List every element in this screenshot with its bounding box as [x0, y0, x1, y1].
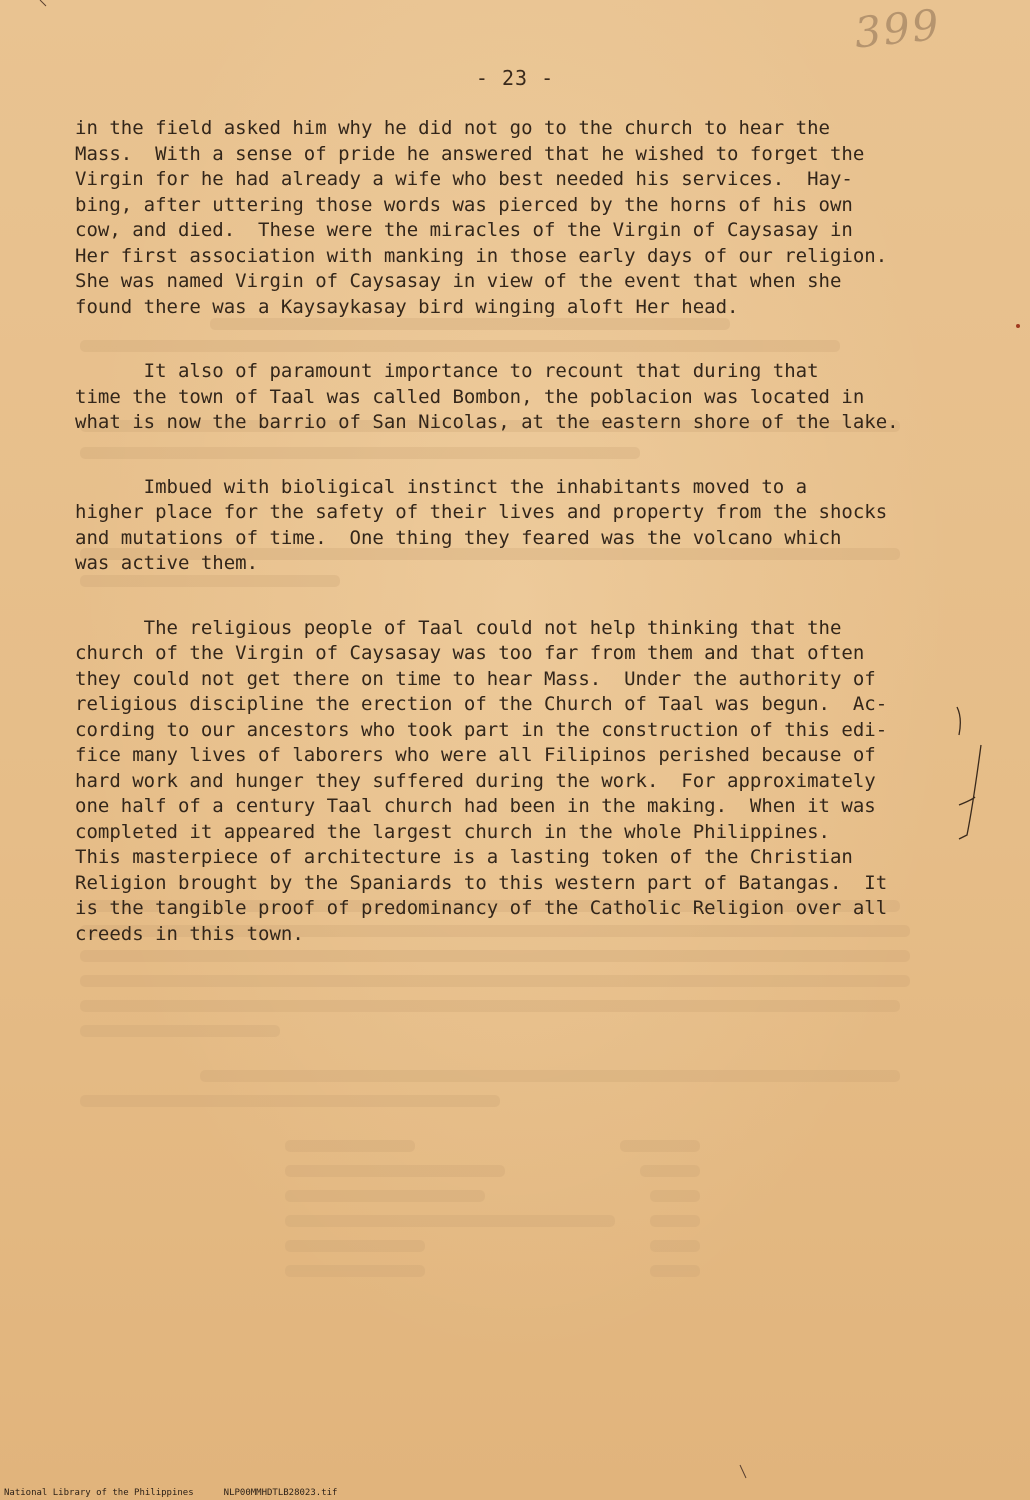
- body-text: [75, 116, 955, 967]
- text-line: was active them.: [75, 552, 259, 574]
- paragraph-2: [75, 359, 955, 436]
- page-number: - 23 -: [475, 66, 555, 90]
- text-line: they could not get there on time to hear Mass. Under the authority of: [75, 667, 876, 690]
- file-name: NLP00MMHDTLB28023.tif: [223, 1488, 338, 1498]
- text-line: bing, after uttering those words was pierced by the horns of his own: [75, 193, 853, 216]
- paragraph-4: [75, 616, 955, 948]
- text-line: time the town of Taal was called Bombon, the poblacion was located in: [75, 385, 865, 408]
- text-line: fice many lives of laborers who were all Filipinos perished because of: [75, 744, 876, 766]
- text-line: Imbued with bioligical instinct the inhabitants moved to a: [75, 475, 808, 498]
- text-line: It also of paramount importance to recount that during that: [75, 360, 819, 382]
- text-line: Mass. With a sense of pride he answered that he wished to forget the: [75, 142, 865, 165]
- text-line: and mutations of time. One thing they feared was the volcano which: [75, 526, 842, 549]
- scan-footer: [4, 1488, 367, 1498]
- text-line: Virgin for he had already a wife who best needed his services. Hay-: [75, 168, 853, 190]
- library-credit: National Library of the Philippines: [4, 1488, 194, 1498]
- text-line: completed it appeared the largest church in the whole Philippines.: [75, 820, 830, 843]
- folio-number-pencil: 399: [852, 0, 943, 58]
- text-line: cording to our ancestors who took part in the construction of this edi-: [75, 718, 888, 741]
- text-line: Religion brought by the Spaniards to this western part of Batangas. It: [75, 871, 888, 894]
- paragraph-1: [75, 116, 955, 320]
- text-line: The religious people of Taal could not help thinking that the: [75, 616, 842, 639]
- text-line: This masterpiece of architecture is a lasting token of the Christian: [75, 846, 853, 868]
- text-line: is the tangible proof of predominancy of the Catholic Religion over all: [75, 897, 888, 919]
- paragraph-3: [75, 475, 955, 577]
- text-line: what is now the barrio of San Nicolas, at the eastern shore of the lake.: [75, 411, 899, 433]
- text-line: creeds in this town.: [75, 922, 304, 945]
- margin-bracket-mark: [955, 705, 995, 845]
- text-line: Her first association with manking in those early days of our religion.: [75, 244, 888, 267]
- text-line: one half of a century Taal church had been in the making. When it was: [75, 795, 876, 817]
- text-line: She was named Virgin of Caysasay in view of the event that when she: [75, 270, 842, 292]
- text-line: higher place for the safety of their lives and property from the shocks: [75, 501, 888, 523]
- text-line: cow, and died. These were the miracles of the Virgin of Caysasay in: [75, 219, 853, 241]
- text-line: found there was a Kaysaykasay bird winging aloft Her head.: [75, 295, 739, 318]
- text-line: church of the Virgin of Caysasay was too far from them and that often: [75, 642, 865, 664]
- text-line: in the field asked him why he did not go to the church to hear the: [75, 117, 830, 139]
- text-line: hard work and hunger they suffered during the work. For approximately: [75, 769, 876, 792]
- text-line: religious discipline the erection of the Church of Taal was begun. Ac-: [75, 693, 888, 715]
